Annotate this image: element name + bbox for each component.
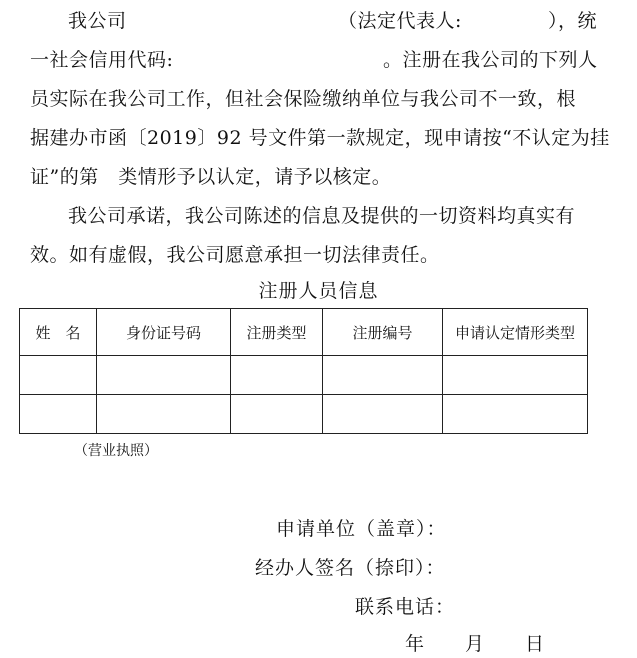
handler-signature-label: 经办人签名（捺印）： [255,557,446,579]
header-registration-number: 注册编号 [323,309,443,356]
table-cell[interactable] [97,395,231,434]
applicant-unit-seal-label: 申请单位（盖章）： [276,518,447,540]
table-cell[interactable] [231,356,323,395]
header-name: 姓 名 [20,309,97,356]
date-line: 年 月 日 [405,633,546,655]
table-row [20,395,588,434]
contact-phone-label: 联系电话： [355,596,456,618]
paragraph1-line5: 证”的第 类情形予以认定，请予以核定。 [30,166,392,188]
paragraph2-line2: 效。如有虚假，我公司愿意承担一切法律责任。 [30,244,440,266]
uniform-code-prefix: ），统 [548,10,598,32]
registered-text: 。注册在我公司的下列人 [383,49,598,71]
credit-code-label: 一社会信用代码: [30,49,174,71]
paragraph1-line1 [68,10,127,32]
header-registration-type: 注册类型 [231,309,323,356]
paragraph1-line4: 据建办市函〔2019〕92 号文件第一款规定，现申请按“不认定为挂 [30,127,610,149]
table-cell[interactable] [20,356,97,395]
table-cell[interactable] [443,395,588,434]
registered-personnel-table [19,308,588,434]
table-row [20,356,588,395]
business-license-note: （营业执照） [74,443,158,459]
header-id-number: 身份证号码 [97,309,231,356]
paragraph2-line1: 我公司承诺，我公司陈述的信息及提供的一切资料均真实有 [68,205,576,227]
table-cell[interactable] [20,395,97,434]
table-header-row [20,309,588,356]
table-title: 注册人员信息 [258,280,379,302]
header-situation-type: 申请认定情形类型 [443,309,588,356]
table-cell[interactable] [231,395,323,434]
table-cell[interactable] [97,356,231,395]
table-cell[interactable] [323,395,443,434]
paragraph1-line3: 员实际在我公司工作，但社会保险缴纳单位与我公司不一致，根 [30,88,577,110]
company-label: 我公司 [68,10,127,32]
table-cell[interactable] [323,356,443,395]
table-cell[interactable] [443,356,588,395]
legal-rep-label: （法定代表人: [338,10,462,32]
